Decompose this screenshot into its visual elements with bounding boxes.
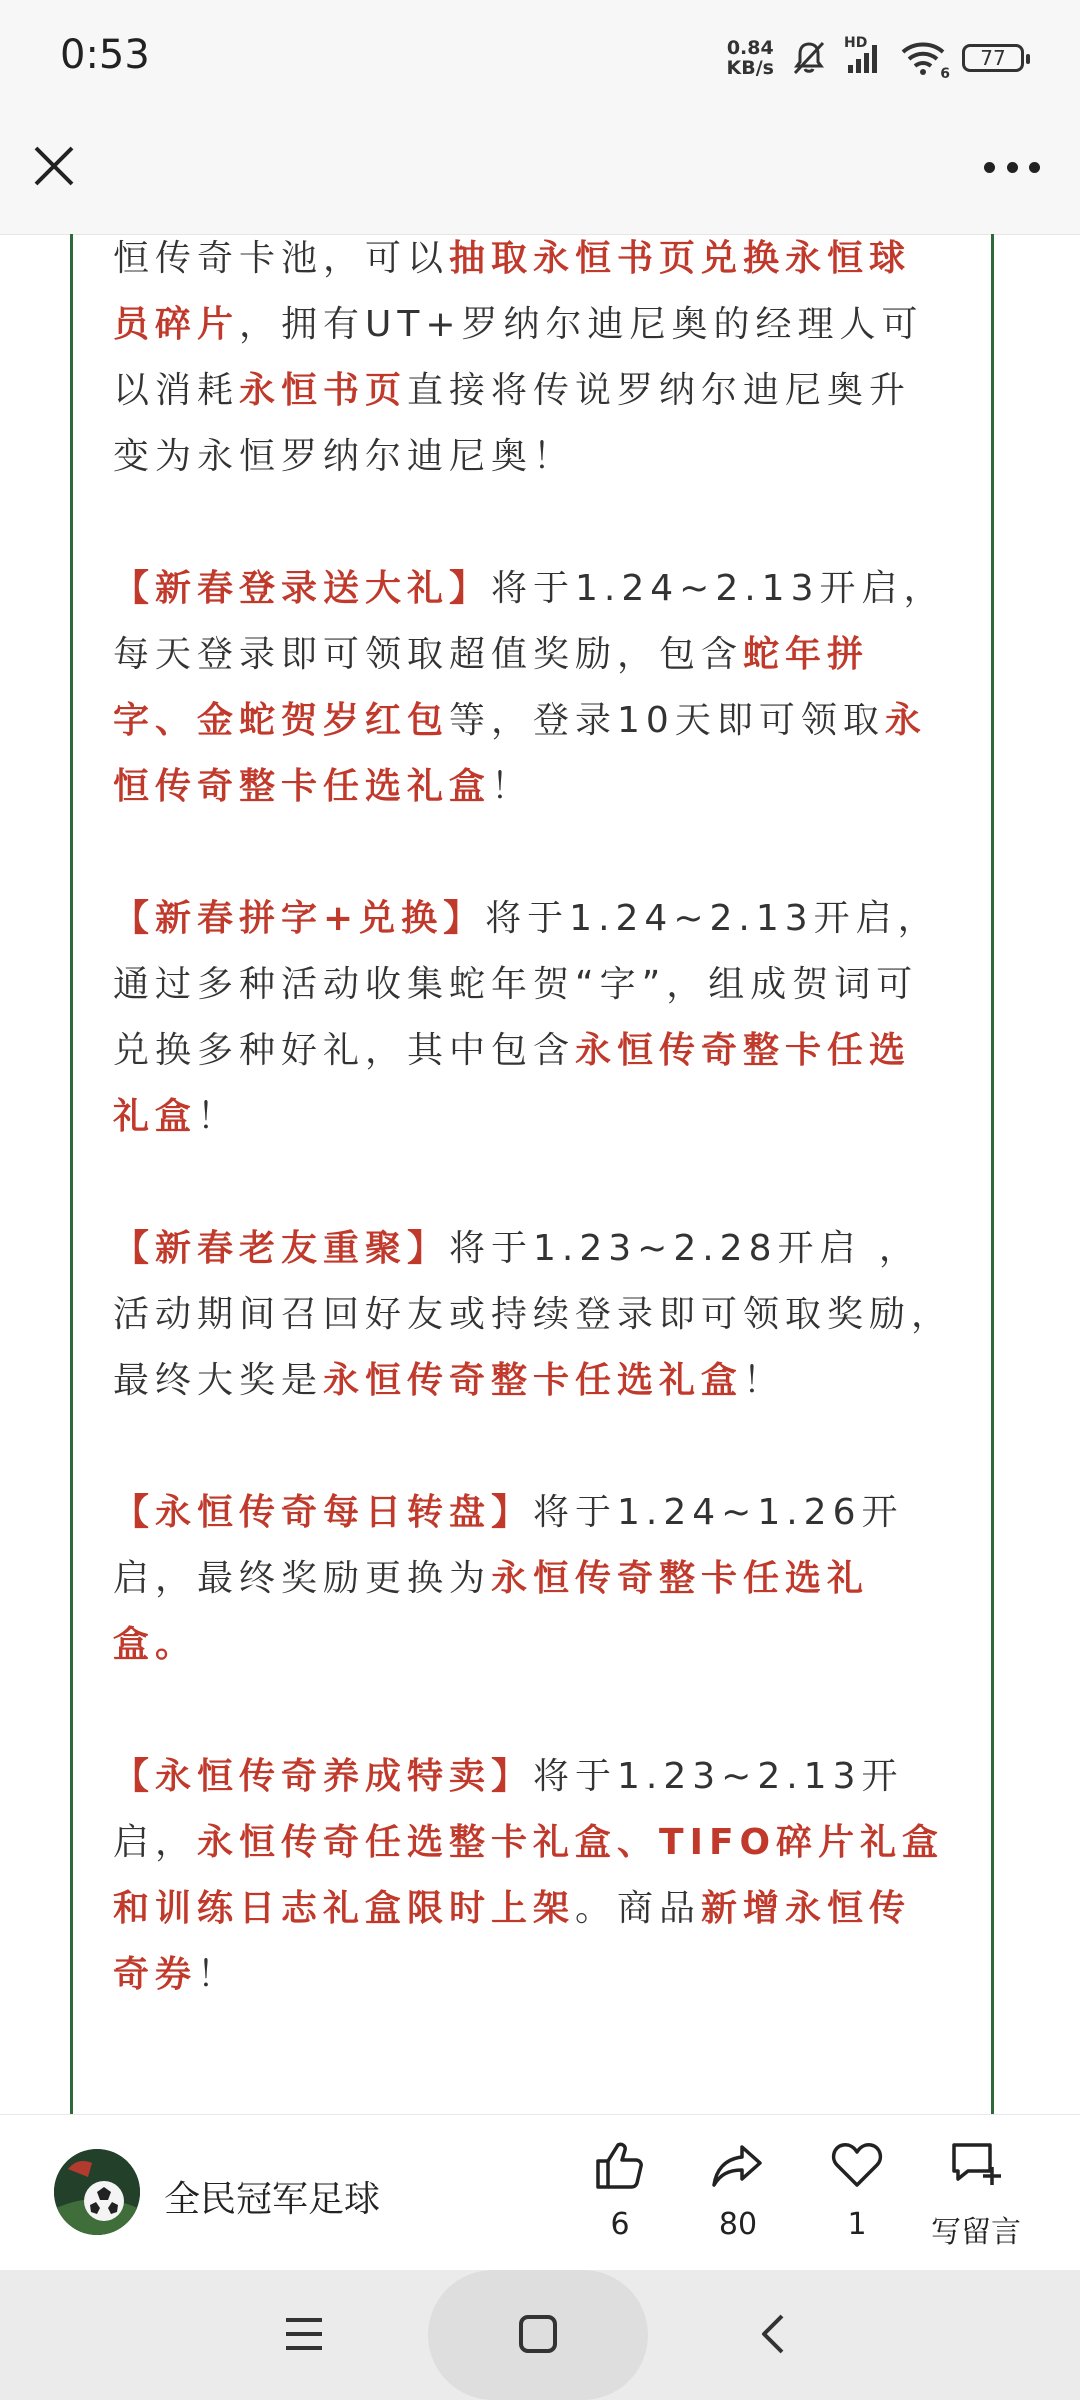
thumbs-up-icon (592, 2137, 648, 2193)
signal-label: HD (844, 35, 868, 51)
back-icon (754, 2312, 794, 2356)
paragraph-gap (113, 1678, 953, 1744)
favorite-button[interactable] (797, 2137, 917, 2242)
body-text: ！ (743, 1360, 786, 1401)
more-icon (984, 162, 995, 173)
article-paragraph (113, 234, 953, 490)
body-text: 将于1.23~2.28开启 ，活动期间召回好友或持续登录即可领取奖励，最终大奖是 (113, 1228, 954, 1401)
bottom-action-bar (0, 2114, 1080, 2271)
highlighted-text: 蛇年拼字、金蛇贺岁红包 (113, 634, 870, 741)
paragraph-gap (113, 1414, 953, 1480)
article-paragraph (113, 1216, 953, 1414)
menu-icon (282, 2314, 326, 2354)
body-text: 将于1.24~2.13开启，通过多种活动收集蛇年贺“字”，组成贺词可兑换多种好礼，其中包含 (113, 898, 940, 1071)
cell-signal-icon (844, 35, 884, 75)
highlighted-text: 抽取永恒书页兑换永恒球员碎片 (113, 238, 912, 345)
like-button[interactable] (560, 2137, 680, 2242)
account-name[interactable]: 全民冠军足球 (164, 2179, 381, 2220)
highlighted-text: 永恒书页 (239, 370, 408, 411)
article-frame (70, 234, 994, 2114)
article-paragraph (113, 886, 953, 1150)
network-speed-value: 0.84 (726, 37, 774, 59)
status-icons (727, 36, 1024, 80)
highlighted-text: 新增永恒传奇券 (113, 1888, 912, 1995)
highlighted-text: 永恒传奇任选整卡礼盒、TIFO碎片礼盒和训练日志礼盒限时上架 (113, 1822, 945, 1929)
write-comment-label: 写留言 (931, 2215, 1021, 2250)
comment-icon (948, 2137, 1004, 2193)
body-text: ！ (491, 766, 534, 807)
highlighted-text: 【新春拼字+兑换】 (113, 898, 486, 939)
highlighted-text: 永恒传奇整卡任选礼盒 (113, 700, 927, 807)
highlighted-text: 【新春老友重聚】 (113, 1228, 450, 1269)
write-comment-button[interactable] (916, 2137, 1036, 2251)
home-icon (516, 2312, 560, 2356)
share-icon (710, 2137, 766, 2193)
highlighted-text: 【永恒传奇养成特卖】 (113, 1756, 534, 1797)
body-text: ，拥有UT+罗纳尔迪尼奥的经理人可以消耗 (113, 304, 924, 411)
wifi-label: 6 (940, 66, 950, 82)
paragraph-gap (113, 820, 953, 886)
battery-indicator (962, 44, 1024, 72)
highlighted-text: 永恒传奇整卡任选礼盒 (323, 1360, 744, 1401)
paragraph-gap (113, 490, 953, 556)
close-icon (28, 140, 80, 192)
body-text: 等，登录10天即可领取 (449, 700, 885, 741)
article-content (113, 234, 953, 2008)
article-paragraph (113, 1480, 953, 1678)
more-icon-dot (1007, 162, 1018, 173)
body-text: 恒传奇卡池，可以 (113, 238, 450, 279)
back-button[interactable] (744, 2304, 804, 2364)
body-text: ！ (197, 1954, 240, 1995)
body-text: 直接将传说罗纳尔迪尼奥升变为永恒罗纳尔迪尼奥！ (113, 370, 912, 477)
close-button[interactable] (28, 140, 80, 192)
favorite-count: 1 (847, 2207, 867, 2242)
share-button[interactable] (678, 2137, 798, 2242)
more-options-button[interactable] (984, 152, 1040, 182)
network-speed-unit: KB/s (726, 57, 774, 79)
top-bar (0, 110, 1080, 235)
share-count: 80 (718, 2207, 758, 2242)
body-text: 。商品 (575, 1888, 702, 1929)
status-bar (0, 0, 1080, 110)
body-text: 将于1.23~2.13开启， (113, 1756, 904, 1863)
network-speed (727, 38, 774, 78)
wifi-icon (900, 40, 950, 82)
highlighted-text: 【新春登录送大礼】 (113, 568, 492, 609)
battery-level: 77 (980, 46, 1006, 70)
highlighted-text: 永恒传奇整卡任选礼盒。 (113, 1558, 870, 1665)
article-paragraph (113, 1744, 953, 2008)
more-icon-dot (1029, 162, 1040, 173)
body-text: 将于1.24~2.13开启，每天登录即可领取超值奖励，包含 (113, 568, 946, 675)
paragraph-gap (113, 1150, 953, 1216)
system-nav-bar (0, 2270, 1080, 2400)
status-time: 0:53 (60, 32, 150, 78)
body-text: 将于1.24~1.26开启，最终奖励更换为 (113, 1492, 904, 1599)
recent-apps-button[interactable] (274, 2304, 334, 2364)
highlighted-text: 【永恒传奇每日转盘】 (113, 1492, 534, 1533)
mute-bell-icon (790, 39, 828, 77)
account-avatar[interactable] (54, 2149, 140, 2235)
body-text: ！ (197, 1096, 240, 1137)
heart-icon (829, 2137, 885, 2193)
home-button[interactable] (508, 2304, 568, 2364)
like-count: 6 (610, 2207, 630, 2242)
highlighted-text: 永恒传奇整卡任选礼盒 (113, 1030, 912, 1137)
article-paragraph (113, 556, 953, 820)
